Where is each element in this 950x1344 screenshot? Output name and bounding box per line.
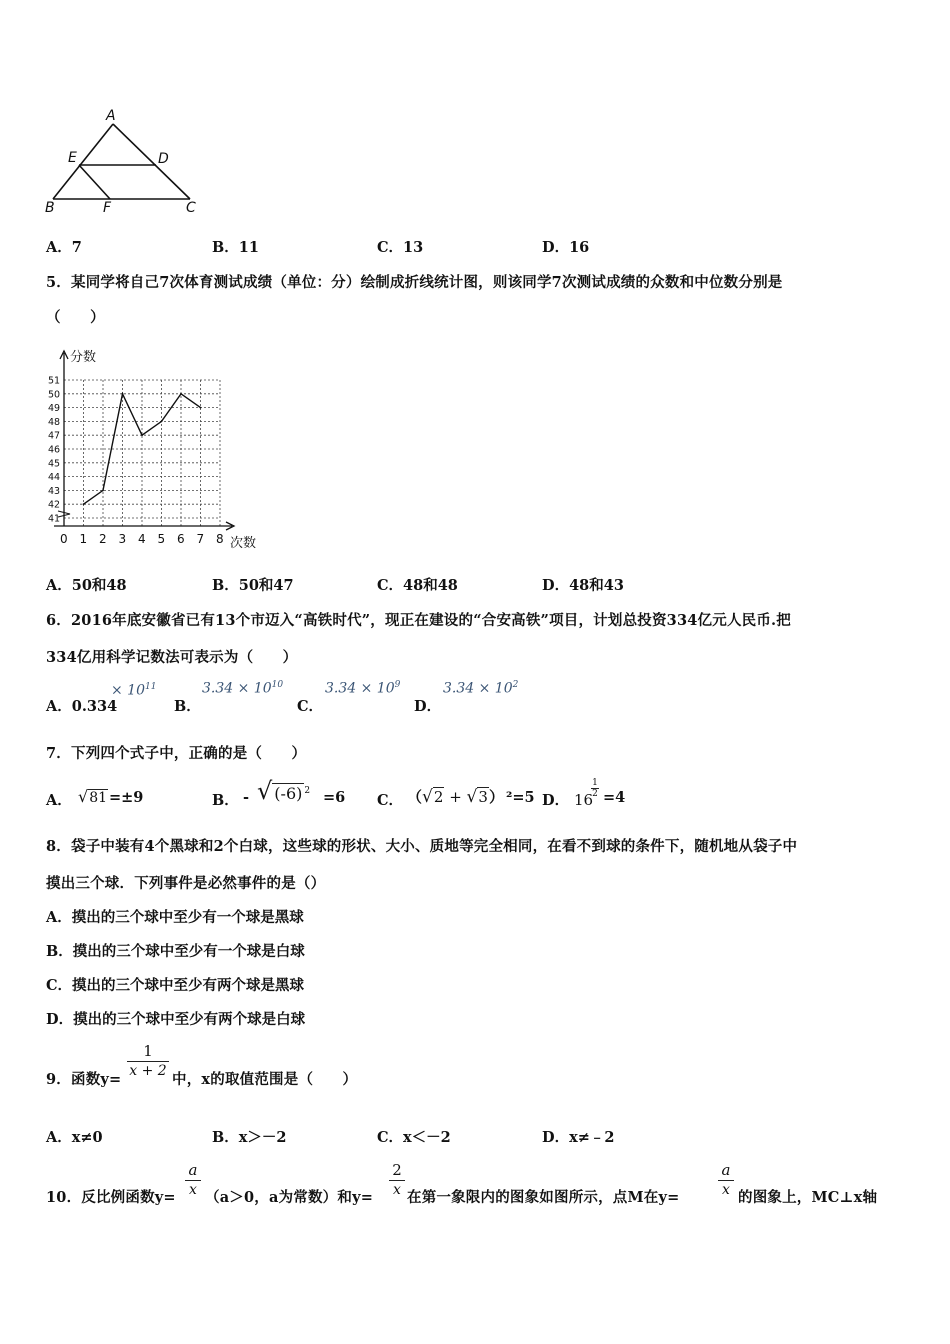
q8-stem-line1: 8．袋子中装有4个黑球和2个白球，这些球的形状、大小、质地等完全相同，在看不到球的条件下，随机地从袋子中 bbox=[46, 838, 798, 855]
chart-ylabel: 分数 bbox=[70, 350, 97, 365]
q6-option-c[interactable]: C． bbox=[297, 698, 324, 715]
q4-option-b[interactable]: B．11 bbox=[212, 239, 259, 256]
q8-stem-line2: 摸出三个球．下列事件是必然事件的是（） bbox=[46, 875, 326, 892]
y-tick-label: 41 bbox=[48, 513, 61, 525]
x-tick-label: 4 bbox=[138, 532, 146, 546]
q10-text-3: 在第一象限内的图象如图所示，点M在y= bbox=[407, 1189, 680, 1206]
x-tick-label: 2 bbox=[99, 532, 107, 546]
q10-text-2: （a＞0，a为常数）和y= bbox=[205, 1189, 374, 1206]
label-e: E bbox=[68, 150, 77, 166]
q6-stem-line1: 6．2016年底安徽省已有13个市迈入“高铁时代”，现正在建设的“合安高铁”项目，计划总投资334亿元人民币.把 bbox=[46, 612, 791, 629]
q10-text-4: 的图象上，MC⊥x轴 bbox=[738, 1189, 878, 1206]
x-tick-label: 6 bbox=[177, 532, 185, 546]
data-point bbox=[200, 407, 202, 409]
side-ac bbox=[113, 124, 190, 199]
q7-c-expression: （√2 + √3） bbox=[407, 787, 504, 807]
q10-fraction-1: a x bbox=[185, 1161, 201, 1198]
q8-option-b[interactable]: B．摸出的三个球中至少有一个球是白球 bbox=[46, 943, 305, 960]
side-ab bbox=[53, 124, 113, 199]
label-a: A bbox=[106, 108, 116, 124]
q6-option-c-math: $3.34 \times 10^9$ bbox=[325, 680, 401, 697]
q8-option-d[interactable]: D．摸出的三个球中至少有两个球是白球 bbox=[46, 1011, 306, 1028]
q5-option-b[interactable]: B．50和47 bbox=[212, 577, 294, 594]
data-point bbox=[180, 393, 182, 395]
q6-option-d[interactable]: D． bbox=[414, 698, 442, 715]
q9-stem-suffix: 中，x的取值范围是（ ） bbox=[172, 1071, 358, 1088]
y-tick-label: 44 bbox=[48, 472, 61, 484]
segment-ef bbox=[79, 165, 110, 199]
q6-option-d-math: $3.34 \times 10^2$ bbox=[443, 680, 519, 697]
y-tick-label: 47 bbox=[48, 430, 61, 442]
q7-option-b[interactable]: B． bbox=[212, 792, 239, 809]
q7-a-radical: √81 bbox=[78, 787, 108, 806]
q6-option-b-math: $3.34 \times 10^{10}$ bbox=[202, 680, 284, 697]
label-d: D bbox=[158, 151, 169, 167]
y-tick-label: 42 bbox=[48, 499, 61, 511]
label-b: B bbox=[45, 200, 55, 216]
q10-fraction-2: 2 x bbox=[389, 1161, 405, 1198]
x-tick-label: 1 bbox=[79, 532, 88, 546]
q10-fraction-3: a x bbox=[718, 1161, 734, 1198]
q9-stem-prefix: 9．函数y= bbox=[46, 1071, 122, 1088]
q10-text-1: 10．反比例函数y= bbox=[46, 1189, 176, 1206]
q7-option-d[interactable]: D． bbox=[542, 792, 570, 809]
q5-stem-line2: （ ） bbox=[46, 309, 105, 326]
x-tick-label: 0 bbox=[60, 532, 68, 546]
y-tick-label: 45 bbox=[48, 458, 61, 470]
q9-option-b[interactable]: B．x＞－2 bbox=[212, 1129, 287, 1146]
q7-b-radical: √ (-6) $^2$ bbox=[257, 777, 311, 805]
q7-b-minus: - bbox=[243, 789, 250, 806]
q9-option-d[interactable]: D．x≠﹣2 bbox=[542, 1129, 615, 1146]
y-tick-label: 43 bbox=[48, 485, 61, 497]
q7-a-result: =±9 bbox=[109, 789, 144, 806]
q4-option-d[interactable]: D．16 bbox=[542, 239, 590, 256]
q5-option-c[interactable]: C．48和48 bbox=[377, 577, 458, 594]
q9-fraction: 1 x + 2 bbox=[127, 1042, 169, 1079]
data-point bbox=[122, 393, 124, 395]
q6-option-b[interactable]: B． bbox=[174, 698, 201, 715]
x-tick-label: 5 bbox=[157, 532, 166, 546]
data-point bbox=[141, 434, 143, 436]
q9-option-c[interactable]: C．x＜－2 bbox=[377, 1129, 451, 1146]
q7-option-c[interactable]: C． bbox=[377, 792, 404, 809]
y-tick-label: 51 bbox=[48, 375, 61, 387]
q6-stem-line2: 334亿用科学记数法可表示为（ ） bbox=[46, 649, 298, 666]
chart-xlabel: 次数 bbox=[230, 536, 257, 551]
label-f: F bbox=[103, 200, 112, 216]
q5-stem-line1: 5．某同学将自己7次体育测试成绩（单位：分）绘制成折线统计图，则该同学7次测试成绩的众数和中位数分别是 bbox=[46, 274, 783, 291]
data-point bbox=[161, 421, 163, 423]
q7-d-result: =4 bbox=[603, 789, 626, 806]
y-tick-label: 49 bbox=[48, 403, 61, 415]
label-c: C bbox=[186, 200, 196, 216]
y-tick-label: 50 bbox=[48, 389, 61, 401]
q7-d-base: 16 bbox=[574, 791, 594, 809]
q8-option-c[interactable]: C．摸出的三个球中至少有两个球是黑球 bbox=[46, 977, 305, 994]
q7-d-exponent: 1 2 bbox=[592, 778, 598, 799]
triangle-figure bbox=[40, 104, 210, 220]
q9-option-a[interactable]: A．x≠0 bbox=[46, 1129, 103, 1146]
data-point bbox=[83, 503, 85, 505]
q8-option-a[interactable]: A．摸出的三个球中至少有一个球是黑球 bbox=[46, 909, 304, 926]
y-tick-label: 48 bbox=[48, 416, 61, 428]
q7-b-result: =6 bbox=[323, 789, 346, 806]
x-tick-label: 8 bbox=[216, 532, 224, 546]
x-tick-label: 7 bbox=[196, 532, 205, 546]
data-point bbox=[102, 490, 104, 492]
q4-option-c[interactable]: C．13 bbox=[377, 239, 424, 256]
q4-option-a[interactable]: A．7 bbox=[46, 239, 82, 256]
q7-option-a[interactable]: A． bbox=[46, 792, 72, 809]
score-line-chart bbox=[40, 345, 270, 555]
q5-option-d[interactable]: D．48和43 bbox=[542, 577, 624, 594]
q6-option-a-math: × $10^{11}$ bbox=[111, 682, 157, 699]
q7-c-result: ²=5 bbox=[506, 789, 535, 806]
y-tick-label: 46 bbox=[48, 444, 61, 456]
q6-option-a[interactable]: A．0.334 bbox=[46, 698, 118, 715]
q7-stem: 7．下列四个式子中，正确的是（ ） bbox=[46, 745, 307, 762]
x-tick-label: 3 bbox=[118, 532, 127, 546]
q5-option-a[interactable]: A．50和48 bbox=[46, 577, 127, 594]
